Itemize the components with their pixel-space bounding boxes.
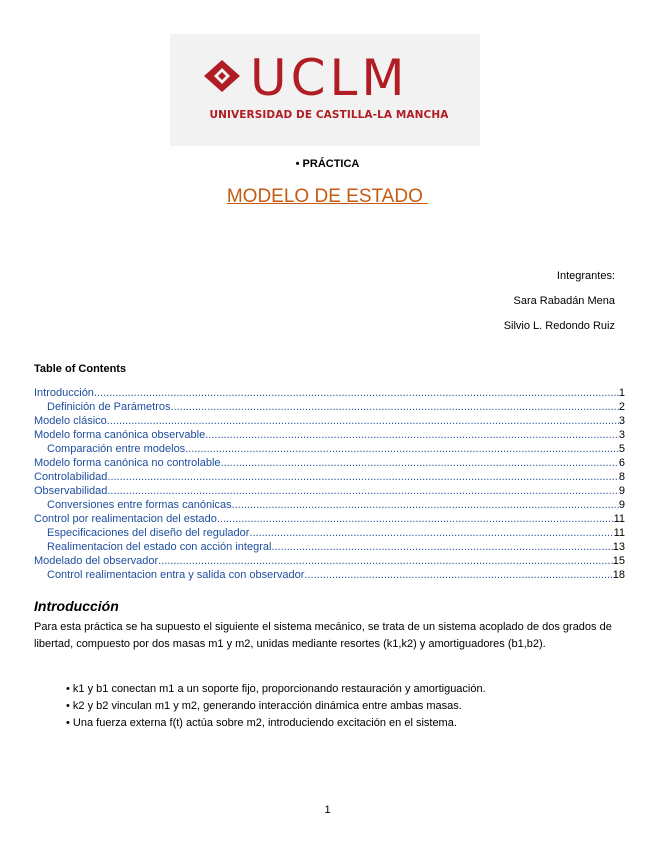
toc-entry[interactable]: Definición de Parámetros ..... 2 (34, 400, 625, 414)
toc-entry[interactable]: Control por realimentacion del estado ..... 11 (34, 512, 625, 526)
toc-entry[interactable]: Conversiones entre formas canónicas ..... 9 (34, 498, 625, 512)
list-item: • Una fuerza externa f(t) actúa sobre m2, introduciendo excitación en el sistema. (66, 715, 626, 732)
toc-entry[interactable]: Realimentacion del estado con acción integral ..... 13 (34, 540, 625, 554)
practica-label: • PRÁCTICA (295, 158, 360, 170)
toc-entry[interactable]: Modelado del observador ..... 15 (34, 554, 625, 568)
toc-heading: Table of Contents (34, 363, 127, 375)
logo-subtitle: UNIVERSIDAD DE CASTILLA-LA MANCHA (209, 109, 449, 121)
toc-entry[interactable]: Controlabilidad ..... 8 (34, 470, 625, 484)
logo-brand: UCLM (250, 49, 409, 107)
toc-entry[interactable]: Observabilidad ..... 9 (34, 484, 625, 498)
intro-paragraph: Para esta práctica se ha supuesto el siguiente el sistema mecánico, se trata de un sistema acoplado de dos grados de libertad, compuesto por dos masas m1 y m2, unidas mediante resortes (k1,k2) y amortiguadores (b1,b2). (34, 621, 612, 650)
table-of-contents (34, 386, 625, 582)
toc-entry[interactable]: Control realimentacion entra y salida con observador ..... 18 (34, 568, 625, 582)
intro-bullet-list (66, 681, 626, 732)
author-name: Sara Rabadán Mena (513, 295, 615, 307)
toc-entry[interactable]: Modelo forma canónica observable ..... 3 (34, 428, 625, 442)
toc-entry[interactable]: Especificaciones del diseño del regulador ..... 11 (34, 526, 625, 540)
author-name: Silvio L. Redondo Ruiz (503, 320, 615, 332)
toc-entry[interactable]: Modelo forma canónica no controlable ..... 6 (34, 456, 625, 470)
toc-entry[interactable]: Comparación entre modelos ..... 5 (34, 442, 625, 456)
list-item: • k1 y b1 conectan m1 a un soporte fijo, proporcionando restauración y amortiguación. (66, 681, 626, 698)
authors-block (504, 264, 615, 339)
intro-heading: Introducción (34, 598, 119, 614)
toc-entry[interactable]: Modelo clásico ..... 3 (34, 414, 625, 428)
authors-heading: Integrantes: (556, 270, 615, 282)
page-number: 1 (324, 804, 331, 816)
university-logo (170, 34, 480, 146)
document-title: MODELO DE ESTADO (226, 186, 429, 207)
list-item: • k2 y b2 vinculan m1 y m2, generando interacción dinámica entre ambas masas. (66, 698, 626, 715)
toc-entry[interactable]: Introducción ..... 1 (34, 386, 625, 400)
